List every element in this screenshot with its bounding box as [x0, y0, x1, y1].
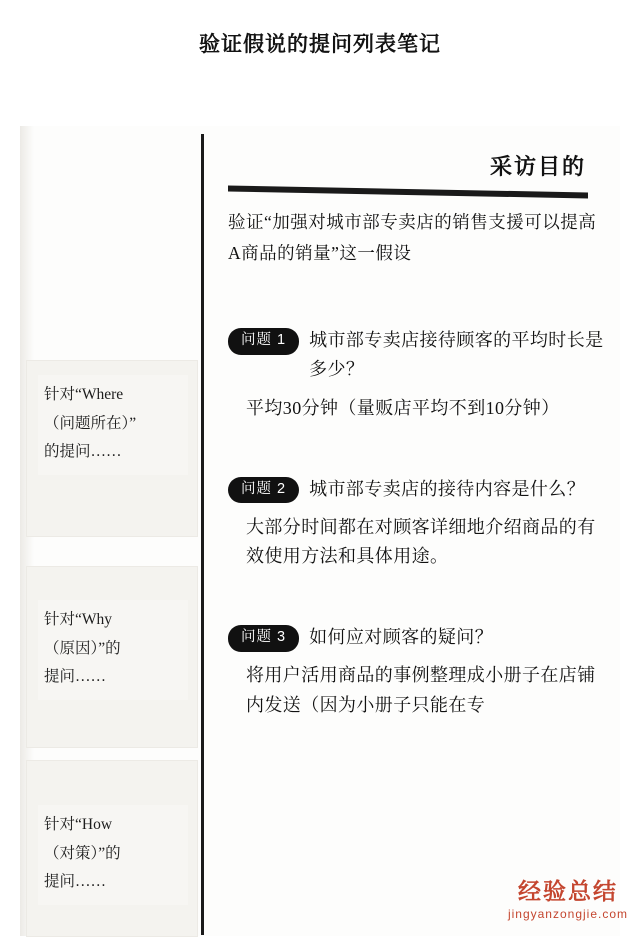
- note-body: [228, 150, 608, 720]
- answer-text-3: 将用户活用商品的事例整理成小册子在店铺内发送（因为小册子只能在专: [246, 665, 596, 715]
- question-text-1: 城市部专卖店接待顾客的平均时长是多少？: [309, 330, 604, 380]
- margin-note-why-line-3: 提问……: [44, 668, 107, 686]
- question-badge-3: 问题 3: [228, 625, 299, 652]
- watermark-main-text: 经验总结: [517, 878, 618, 904]
- question-block-2: [228, 475, 608, 571]
- margin-note-how: [38, 805, 188, 905]
- margin-note-where: [38, 375, 188, 475]
- margin-note-why-line-1: 针对“Why: [44, 611, 113, 628]
- question-row-1: [228, 326, 608, 384]
- question-block-1: [228, 326, 608, 422]
- margin-note-where-line-1: 针对“Where: [44, 386, 124, 403]
- question-text-3: 如何应对顾客的疑问？: [309, 627, 494, 648]
- question-row-3: [228, 623, 608, 652]
- question-badge-2: 问题 2: [228, 477, 299, 504]
- margin-note-where-line-3: 的提问……: [44, 443, 122, 461]
- margin-note-why-line-2: （原因）”的: [44, 639, 121, 657]
- margin-note-how-line-2: （对策）”的: [44, 844, 121, 862]
- answer-text-2: 大部分时间都在对顾客详细地介绍商品的有效使用方法和具体用途。: [246, 516, 596, 567]
- question-row-2: [228, 475, 608, 504]
- interview-purpose-text: 验证“加强对城市部专卖店的销售支援可以提高A商品的销量”这一假设: [228, 212, 597, 263]
- heading-underline: [228, 186, 588, 199]
- page-title: 验证假说的提问列表笔记: [199, 33, 441, 56]
- question-text-2: 城市部专卖店的接待内容是什么？: [309, 478, 586, 499]
- question-badge-1: 问题 1: [228, 328, 299, 355]
- margin-note-how-line-1: 针对“How: [44, 816, 113, 833]
- margin-note-why: [38, 600, 188, 700]
- interview-purpose-heading: 采访目的: [489, 154, 586, 179]
- answer-text-1: 平均30分钟（量贩店平均不到10分钟）: [246, 397, 560, 418]
- margin-note-how-line-3: 提问……: [44, 873, 107, 891]
- margin-note-where-line-2: （问题所在）”: [44, 414, 137, 432]
- question-block-3: [228, 623, 608, 719]
- vertical-divider: [201, 134, 204, 935]
- watermark-sub-text: jingyanzongjie.com: [507, 907, 628, 921]
